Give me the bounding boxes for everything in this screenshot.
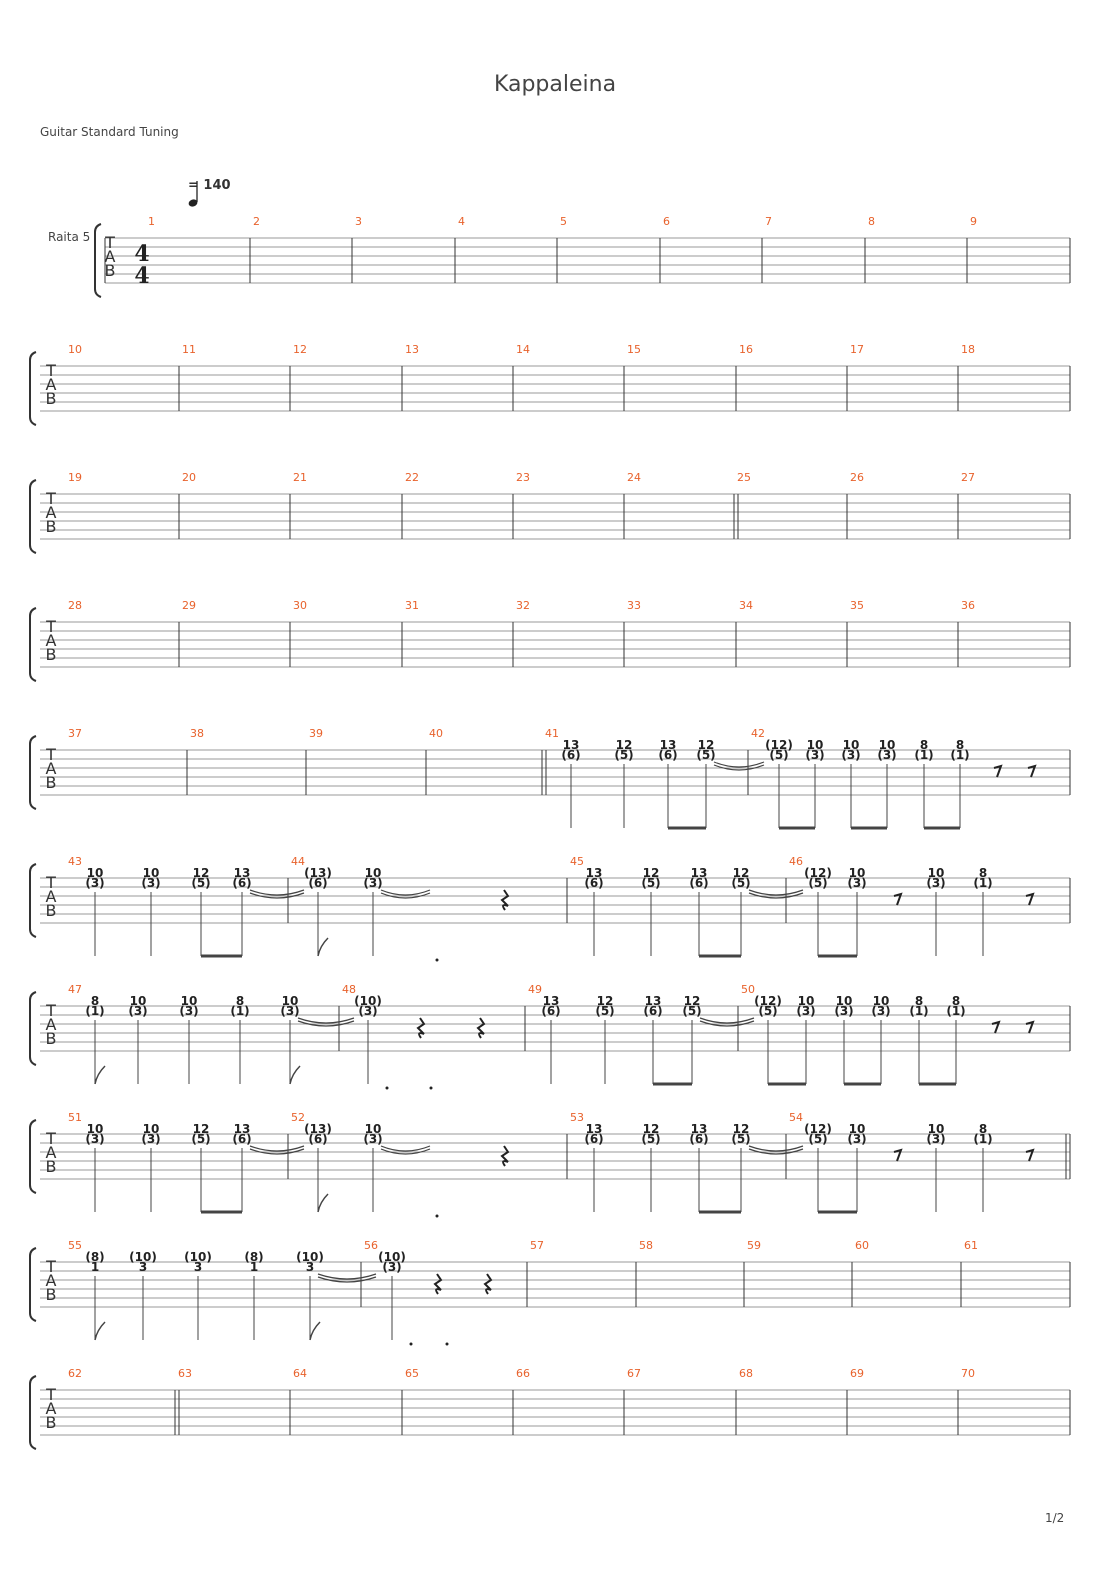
tab-clef-letter: B [45,517,57,536]
fret-number: (6) [584,876,604,890]
fret-number: (6) [658,748,678,762]
measure-number: 14 [516,343,530,356]
quarter-rest-icon [418,1018,424,1038]
measure-number: 39 [309,727,323,740]
measure-number: 28 [68,599,82,612]
fret-number: 13 [585,1122,603,1136]
measure-number: 29 [182,599,196,612]
measure-number: 7 [765,215,772,228]
fret-number: 10 [842,738,860,752]
fret-number: (3) [363,876,383,890]
tie-arc [381,890,430,895]
measure-number: 4 [458,215,465,228]
fret-number: (6) [232,1132,252,1146]
tie-arc [298,1018,354,1023]
tab-clef-letter: B [45,1157,57,1176]
tie-arc [714,762,764,767]
fret-number: (3) [926,876,946,890]
measure-number: 27 [961,471,975,484]
note-flag [318,1194,328,1212]
tab-clef-letter: T [46,1001,56,1020]
fret-number: (13) [304,1122,332,1136]
fret-number: (5) [595,1004,615,1018]
tie-arc [381,1146,430,1151]
fret-number: (3) [363,1132,383,1146]
measure-number: 56 [364,1239,378,1252]
tab-clef-letter: A [45,1143,57,1162]
note-flag [290,1066,300,1084]
measure-number: 35 [850,599,864,612]
fret-number: 13 [659,738,677,752]
fret-number: (3) [926,1132,946,1146]
fret-number: 12 [732,866,750,880]
fret-number: 12 [596,994,614,1008]
measure-number: 59 [747,1239,761,1252]
fret-number: (3) [796,1004,816,1018]
measure-number: 17 [850,343,864,356]
measure-number: 21 [293,471,307,484]
fret-number: (3) [141,876,161,890]
measure-number: 45 [570,855,584,868]
measure-number: 70 [961,1367,975,1380]
measure-number: 24 [627,471,641,484]
dot [386,1087,389,1090]
dot [430,1087,433,1090]
fret-number: (5) [614,748,634,762]
fret-number: 10 [129,994,147,1008]
measure-number: 64 [293,1367,307,1380]
tab-clef-letter: B [104,261,116,280]
tab-clef-letter: B [45,1285,57,1304]
fret-number: 10 [86,866,104,880]
fret-number: (3) [382,1260,402,1274]
measure-number: 52 [291,1111,305,1124]
eighth-rest-icon [894,894,901,905]
tab-clef-letter: A [45,759,57,778]
fret-number: 12 [642,1122,660,1136]
tab-clef-letter: A [45,887,57,906]
fret-number: (3) [834,1004,854,1018]
measure-number: 66 [516,1367,530,1380]
fret-number: (5) [641,1132,661,1146]
dot [410,1343,413,1346]
fret-number: (5) [731,876,751,890]
tab-clef-letter: T [46,873,56,892]
fret-number: 12 [697,738,715,752]
eighth-rest-icon [894,1150,901,1161]
tab-clef-letter: A [45,375,57,394]
fret-number: (3) [141,1132,161,1146]
fret-number: (3) [847,876,867,890]
fret-number: (3) [85,876,105,890]
fret-number: 10 [86,1122,104,1136]
tuning-label: Guitar Standard Tuning [40,125,179,139]
tab-clef-letter: A [45,1271,57,1290]
measure-number: 50 [741,983,755,996]
measure-number: 23 [516,471,530,484]
tab-clef-letter: T [46,1257,56,1276]
measure-number: 40 [429,727,443,740]
tab-clef-letter: T [46,1385,56,1404]
fret-number: 13 [690,866,708,880]
fret-number: (5) [696,748,716,762]
measure-number: 15 [627,343,641,356]
fret-number: 10 [878,738,896,752]
fret-number: (10) [129,1250,157,1264]
tab-clef-letter: B [45,389,57,408]
fret-number: (8) [85,1250,105,1264]
measure-number: 30 [293,599,307,612]
measure-number: 63 [178,1367,192,1380]
measure-number: 16 [739,343,753,356]
measure-number: 3 [355,215,362,228]
time-signature-bottom: 4 [134,263,150,289]
fret-number: (12) [804,866,832,880]
tab-clef-letter: T [46,745,56,764]
fret-number: 12 [192,866,210,880]
tempo-value: = 140 [188,178,231,193]
tab-clef-letter: A [104,247,116,266]
measure-number: 67 [627,1367,641,1380]
measure-number: 22 [405,471,419,484]
measure-number: 25 [737,471,751,484]
measure-number: 12 [293,343,307,356]
note-flag [310,1322,320,1340]
fret-number: 3 [305,1260,315,1274]
fret-number: 10 [927,866,945,880]
fret-number: (12) [765,738,793,752]
fret-number: (1) [950,748,970,762]
tab-clef-letter: A [45,1399,57,1418]
fret-number: 12 [615,738,633,752]
fret-number: 10 [848,1122,866,1136]
eighth-rest-icon [1028,766,1035,777]
fret-number: (3) [179,1004,199,1018]
fret-number: 8 [235,994,245,1008]
measure-number: 60 [855,1239,869,1252]
measure-number: 54 [789,1111,803,1124]
fret-number: 10 [797,994,815,1008]
fret-number: 10 [364,866,382,880]
fret-number: 10 [927,1122,945,1136]
fret-number: 12 [732,1122,750,1136]
fret-number: 10 [180,994,198,1008]
fret-number: (1) [230,1004,250,1018]
tie-arc [749,1146,803,1151]
fret-number: (1) [973,876,993,890]
fret-number: (5) [191,1132,211,1146]
system-bracket [30,352,36,425]
measure-number: 69 [850,1367,864,1380]
quarter-rest-icon [502,890,508,910]
fret-number: (6) [561,748,581,762]
system-bracket [30,736,36,809]
tab-clef-letter: T [46,617,56,636]
fret-number: 3 [193,1260,203,1274]
measure-number: 47 [68,983,82,996]
fret-number: (3) [877,748,897,762]
time-signature-top: 4 [134,241,150,267]
measure-number: 20 [182,471,196,484]
note-flag [95,1322,105,1340]
measure-number: 61 [964,1239,978,1252]
system-bracket [95,224,101,297]
measure-number: 38 [190,727,204,740]
fret-number: (5) [641,876,661,890]
eighth-rest-icon [994,766,1001,777]
fret-number: 10 [872,994,890,1008]
measure-number: 49 [528,983,542,996]
fret-number: 8 [955,738,965,752]
fret-number: 13 [644,994,662,1008]
fret-number: (6) [643,1004,663,1018]
tie-arc [250,1146,304,1151]
measure-number: 58 [639,1239,653,1252]
fret-number: (1) [914,748,934,762]
fret-number: (6) [308,1132,328,1146]
fret-number: 10 [364,1122,382,1136]
quarter-rest-icon [478,1018,484,1038]
fret-number: 1 [90,1260,100,1274]
fret-number: (3) [805,748,825,762]
fret-number: 10 [142,1122,160,1136]
fret-number: (1) [85,1004,105,1018]
fret-number: 10 [142,866,160,880]
tab-clef-letter: A [45,631,57,650]
fret-number: (10) [184,1250,212,1264]
fret-number: (3) [358,1004,378,1018]
system-bracket [30,608,36,681]
fret-number: 8 [919,738,929,752]
dot [446,1343,449,1346]
measure-number: 34 [739,599,753,612]
fret-number: (6) [308,876,328,890]
eighth-rest-icon [1026,1150,1033,1161]
fret-number: (6) [689,1132,709,1146]
fret-number: (5) [808,1132,828,1146]
page-number: 1/2 [1045,1511,1065,1525]
quarter-rest-icon [502,1146,508,1166]
fret-number: 1 [249,1260,259,1274]
measure-number: 6 [663,215,670,228]
system-bracket [30,1120,36,1193]
tab-clef-letter: B [45,773,57,792]
fret-number: (12) [804,1122,832,1136]
fret-number: 13 [562,738,580,752]
measure-number: 62 [68,1367,82,1380]
fret-number: 8 [90,994,100,1008]
measure-number: 13 [405,343,419,356]
fret-number: 10 [281,994,299,1008]
quarter-rest-icon [485,1274,491,1294]
fret-number: 13 [542,994,560,1008]
measure-number: 11 [182,343,196,356]
measure-number: 18 [961,343,975,356]
measure-number: 65 [405,1367,419,1380]
fret-number: (3) [128,1004,148,1018]
fret-number: (3) [847,1132,867,1146]
measure-number: 10 [68,343,82,356]
fret-number: 10 [835,994,853,1008]
fret-number: 13 [585,866,603,880]
measure-number: 8 [868,215,875,228]
note-flag [318,938,328,956]
measure-number: 42 [751,727,765,740]
tab-clef-letter: T [46,489,56,508]
measure-number: 68 [739,1367,753,1380]
fret-number: 8 [914,994,924,1008]
measure-number: 26 [850,471,864,484]
tie-arc [250,890,304,895]
system-bracket [30,480,36,553]
fret-number: 3 [138,1260,148,1274]
fret-number: (5) [758,1004,778,1018]
fret-number: (10) [378,1250,406,1264]
tab-clef-letter: B [45,645,57,664]
fret-number: (5) [808,876,828,890]
eighth-rest-icon [1026,1022,1033,1033]
fret-number: 13 [233,866,251,880]
fret-number: (5) [191,876,211,890]
measure-number: 33 [627,599,641,612]
tie-arc [318,1274,376,1279]
eighth-rest-icon [1026,894,1033,905]
track-name: Raita 5 [48,230,91,244]
quarter-rest-icon [435,1274,441,1294]
dot [436,959,439,962]
measure-number: 55 [68,1239,82,1252]
fret-number: 12 [642,866,660,880]
measure-number: 36 [961,599,975,612]
fret-number: (1) [909,1004,929,1018]
tab-clef-letter: B [45,901,57,920]
measure-number: 48 [342,983,356,996]
fret-number: 13 [690,1122,708,1136]
tie-arc [749,890,803,895]
system-bracket [30,992,36,1065]
fret-number: (5) [769,748,789,762]
fret-number: (10) [354,994,382,1008]
fret-number: (3) [85,1132,105,1146]
measure-number: 51 [68,1111,82,1124]
measure-number: 44 [291,855,305,868]
fret-number: (6) [541,1004,561,1018]
fret-number: (3) [841,748,861,762]
system-bracket [30,864,36,937]
measure-number: 31 [405,599,419,612]
tab-clef-letter: T [46,1129,56,1148]
fret-number: (12) [754,994,782,1008]
fret-number: (6) [232,876,252,890]
dot [436,1215,439,1218]
system-bracket [30,1248,36,1321]
fret-number: 10 [848,866,866,880]
fret-number: (1) [973,1132,993,1146]
measure-number: 19 [68,471,82,484]
fret-number: 8 [951,994,961,1008]
fret-number: 12 [683,994,701,1008]
measure-number: 5 [560,215,567,228]
fret-number: 8 [978,1122,988,1136]
measure-number: 41 [545,727,559,740]
fret-number: 13 [233,1122,251,1136]
fret-number: (6) [689,876,709,890]
measure-number: 46 [789,855,803,868]
tab-clef-letter: A [45,1015,57,1034]
tie-arc [700,1018,754,1023]
tab-clef-letter: A [45,503,57,522]
tab-clef-letter: B [45,1413,57,1432]
measure-number: 1 [148,215,155,228]
fret-number: (3) [871,1004,891,1018]
measure-number: 32 [516,599,530,612]
system-bracket [30,1376,36,1449]
eighth-rest-icon [992,1022,999,1033]
fret-number: (1) [946,1004,966,1018]
measure-number: 53 [570,1111,584,1124]
measure-number: 43 [68,855,82,868]
fret-number: (5) [731,1132,751,1146]
tab-clef-letter: T [46,361,56,380]
tab-clef-letter: T [105,233,115,252]
song-title: Kappaleina [493,72,617,97]
measure-number: 2 [253,215,260,228]
fret-number: (8) [244,1250,264,1264]
tab-clef-letter: B [45,1029,57,1048]
fret-number: (10) [296,1250,324,1264]
measure-number: 9 [970,215,977,228]
measure-number: 57 [530,1239,544,1252]
fret-number: 8 [978,866,988,880]
fret-number: 10 [806,738,824,752]
fret-number: 12 [192,1122,210,1136]
measure-number: 37 [68,727,82,740]
fret-number: (3) [280,1004,300,1018]
fret-number: (5) [682,1004,702,1018]
note-flag [95,1066,105,1084]
fret-number: (6) [584,1132,604,1146]
fret-number: (13) [304,866,332,880]
